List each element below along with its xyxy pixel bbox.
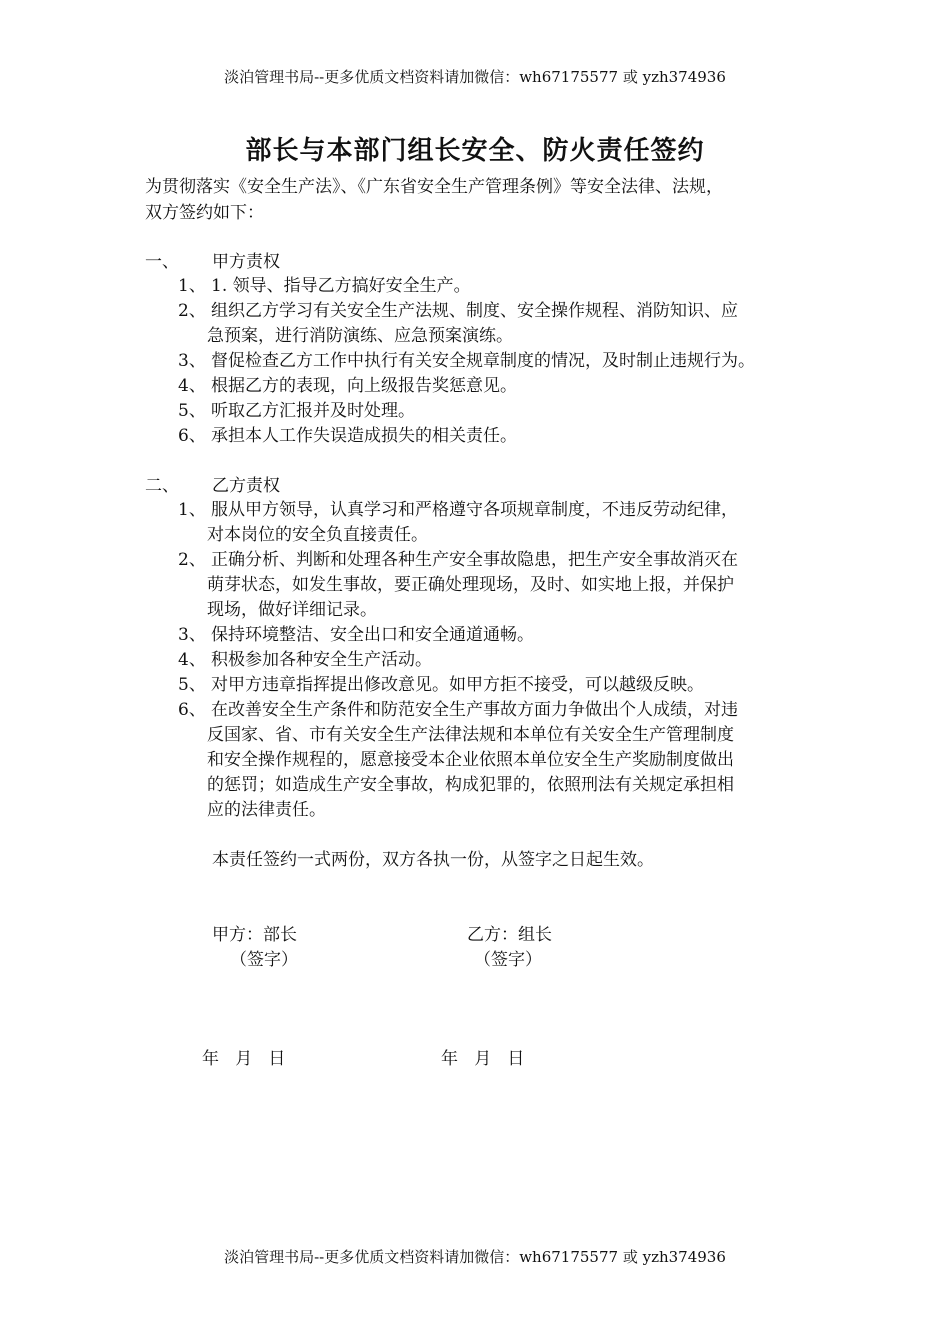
item-text-continued: 萌芽状态，如发生事故，要正确处理现场，及时、如实地上报，并保护 xyxy=(207,575,734,595)
item-number: 1、 xyxy=(178,500,206,520)
list-item xyxy=(178,498,738,522)
party-b-date: 年 月 日 xyxy=(441,1049,525,1069)
item-text: 组织乙方学习有关安全生产法规、制度、安全操作规程、消防知识、应 xyxy=(211,301,738,321)
party-b-signature: （签字） xyxy=(474,950,542,970)
item-number: 5、 xyxy=(178,401,206,421)
item-number: 6、 xyxy=(178,700,206,720)
party-a-label: 甲方：部长 xyxy=(212,925,297,945)
item-text: 督促检查乙方工作中执行有关安全规章制度的情况，及时制止违规行为。 xyxy=(211,351,755,371)
item-text: 承担本人工作失误造成损失的相关责任。 xyxy=(211,426,517,446)
list-item xyxy=(178,424,517,448)
list-item xyxy=(178,698,738,722)
item-text: 积极参加各种安全生产活动。 xyxy=(211,650,432,670)
item-text-continued: 对本岗位的安全负直接责任。 xyxy=(207,525,428,545)
item-number: 1、 xyxy=(178,276,206,296)
list-item xyxy=(178,299,738,323)
section-2-number: 二、 xyxy=(145,476,179,496)
item-text: 服从甲方领导，认真学习和严格遵守各项规章制度，不违反劳动纪律， xyxy=(211,500,738,520)
closing-statement: 本责任签约一式两份，双方各执一份，从签字之日起生效。 xyxy=(212,850,654,870)
item-text-continued: 急预案，进行消防演练、应急预案演练。 xyxy=(207,326,513,346)
item-text: 根据乙方的表现，向上级报告奖惩意见。 xyxy=(211,376,517,396)
item-text: 听取乙方汇报并及时处理。 xyxy=(211,401,415,421)
item-number: 6、 xyxy=(178,426,206,446)
item-text: 在改善安全生产条件和防范安全生产事故方面力争做出个人成绩，对违 xyxy=(211,700,738,720)
list-item xyxy=(178,673,704,697)
section-1-heading: 甲方责权 xyxy=(212,252,280,272)
list-item xyxy=(178,399,415,423)
item-number: 3、 xyxy=(178,351,206,371)
list-item xyxy=(178,349,755,373)
intro-line-2: 双方签约如下： xyxy=(145,203,264,223)
list-item xyxy=(178,548,738,572)
section-1-number: 一、 xyxy=(145,252,179,272)
party-a-date: 年 月 日 xyxy=(202,1049,286,1069)
page-header: 淡泊管理书局--更多优质文档资料请加微信：wh67175577 或 yzh374936 xyxy=(224,68,726,86)
item-number: 3、 xyxy=(178,625,206,645)
item-text: 正确分析、判断和处理各种生产安全事故隐患，把生产安全事故消灭在 xyxy=(211,550,738,570)
item-text-continued: 应的法律责任。 xyxy=(207,800,326,820)
intro-line-1: 为贯彻落实《安全生产法》、《广东省安全生产管理条例》等安全法律、法规， xyxy=(145,177,723,197)
party-b-label: 乙方：组长 xyxy=(467,925,552,945)
item-text-continued: 的惩罚；如造成生产安全事故，构成犯罪的，依照刑法有关规定承担相 xyxy=(207,775,734,795)
list-item xyxy=(178,374,517,398)
document-title: 部长与本部门组长安全、防火责任签约 xyxy=(245,136,705,166)
item-number: 2、 xyxy=(178,301,206,321)
item-text-continued: 和安全操作规程的，愿意接受本企业依照本单位安全生产奖励制度做出 xyxy=(207,750,734,770)
item-number: 5、 xyxy=(178,675,206,695)
item-text: 对甲方违章指挥提出修改意见。如甲方拒不接受，可以越级反映。 xyxy=(211,675,704,695)
item-number: 2、 xyxy=(178,550,206,570)
item-number: 4、 xyxy=(178,650,206,670)
section-2-heading: 乙方责权 xyxy=(212,476,280,496)
party-a-signature: （签字） xyxy=(230,950,298,970)
page-footer: 淡泊管理书局--更多优质文档资料请加微信：wh67175577 或 yzh374936 xyxy=(224,1248,726,1266)
item-text-continued: 现场，做好详细记录。 xyxy=(207,600,377,620)
item-text: 1. 领导、指导乙方搞好安全生产。 xyxy=(211,276,471,296)
list-item xyxy=(178,648,432,672)
list-item xyxy=(178,623,534,647)
item-text: 保持环境整洁、安全出口和安全通道通畅。 xyxy=(211,625,534,645)
item-number: 4、 xyxy=(178,376,206,396)
item-text-continued: 反国家、省、市有关安全生产法律法规和本单位有关安全生产管理制度 xyxy=(207,725,734,745)
list-item xyxy=(178,274,471,298)
